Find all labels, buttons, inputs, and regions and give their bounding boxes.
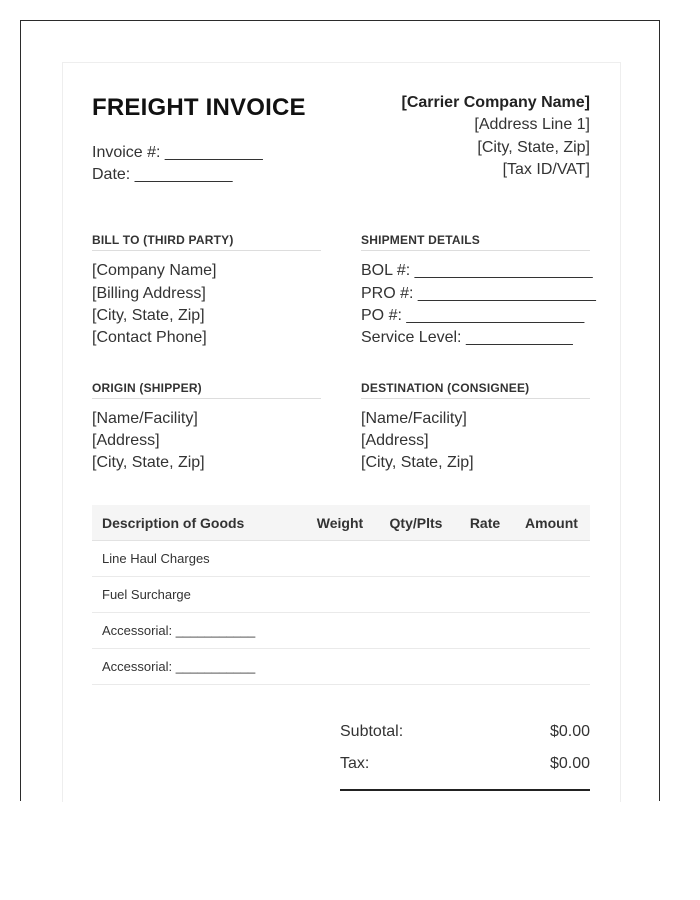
item-description: Line Haul Charges bbox=[92, 541, 305, 577]
column-header-weight: Weight bbox=[305, 505, 375, 541]
item-description: Fuel Surcharge bbox=[92, 577, 305, 613]
item-rate bbox=[457, 649, 513, 685]
column-header-amount: Amount bbox=[513, 505, 590, 541]
tax-value: $0.00 bbox=[549, 755, 590, 772]
item-qty bbox=[375, 613, 457, 649]
totals-divider bbox=[340, 789, 590, 791]
column-header-qty: Qty/Plts bbox=[375, 505, 457, 541]
subtotal-label: Subtotal: bbox=[340, 723, 404, 740]
column-header-rate: Rate bbox=[457, 505, 513, 541]
item-weight bbox=[305, 541, 375, 577]
destination-line: [City, State, Zip] bbox=[361, 454, 474, 471]
origin-line: [Name/Facility] bbox=[92, 410, 198, 427]
column-header-description: Description of Goods bbox=[92, 505, 305, 541]
invoice-number-field: Invoice #: ___________ bbox=[92, 144, 263, 161]
carrier-city: [City, State, Zip] bbox=[477, 139, 590, 156]
item-amount bbox=[513, 541, 590, 577]
origin-heading: ORIGIN (SHIPPER) bbox=[92, 381, 321, 399]
destination-line: [Name/Facility] bbox=[361, 410, 467, 427]
invoice-date-field: Date: ___________ bbox=[92, 166, 233, 183]
invoice-title: FREIGHT INVOICE bbox=[92, 94, 306, 121]
item-amount bbox=[513, 613, 590, 649]
origin-line: [City, State, Zip] bbox=[92, 454, 205, 471]
destination-heading: DESTINATION (CONSIGNEE) bbox=[361, 381, 590, 399]
item-amount bbox=[513, 649, 590, 685]
item-description: Accessorial: ___________ bbox=[92, 649, 305, 685]
item-qty bbox=[375, 649, 457, 685]
tax-label: Tax: bbox=[340, 755, 370, 772]
item-description: Accessorial: ___________ bbox=[92, 613, 305, 649]
bill-to-line: [Company Name] bbox=[92, 262, 217, 279]
table-row bbox=[92, 541, 590, 577]
shipment-details-heading: SHIPMENT DETAILS bbox=[361, 233, 590, 251]
table-header-row bbox=[92, 505, 590, 541]
shipment-bol-field: BOL #: ____________________ bbox=[361, 262, 593, 279]
table-row bbox=[92, 613, 590, 649]
item-rate bbox=[457, 577, 513, 613]
line-items-table bbox=[92, 505, 590, 685]
origin-line: [Address] bbox=[92, 432, 160, 449]
item-weight bbox=[305, 649, 375, 685]
carrier-address: [Address Line 1] bbox=[474, 116, 590, 133]
subtotal-value: $0.00 bbox=[549, 723, 590, 740]
item-amount bbox=[513, 577, 590, 613]
bill-to-line: [Billing Address] bbox=[92, 285, 206, 302]
item-rate bbox=[457, 613, 513, 649]
shipment-pro-field: PRO #: ____________________ bbox=[361, 285, 596, 302]
shipment-service-level-field: Service Level: ____________ bbox=[361, 329, 573, 346]
bill-to-line: [Contact Phone] bbox=[92, 329, 207, 346]
destination-line: [Address] bbox=[361, 432, 429, 449]
bill-to-heading: BILL TO (THIRD PARTY) bbox=[92, 233, 321, 251]
table-row bbox=[92, 577, 590, 613]
carrier-name: [Carrier Company Name] bbox=[401, 94, 590, 111]
item-weight bbox=[305, 613, 375, 649]
item-weight bbox=[305, 577, 375, 613]
table-row bbox=[92, 649, 590, 685]
bill-to-line: [City, State, Zip] bbox=[92, 307, 205, 324]
item-qty bbox=[375, 577, 457, 613]
shipment-po-field: PO #: ____________________ bbox=[361, 307, 585, 324]
item-qty bbox=[375, 541, 457, 577]
item-rate bbox=[457, 541, 513, 577]
carrier-tax-id: [Tax ID/VAT] bbox=[502, 161, 590, 178]
